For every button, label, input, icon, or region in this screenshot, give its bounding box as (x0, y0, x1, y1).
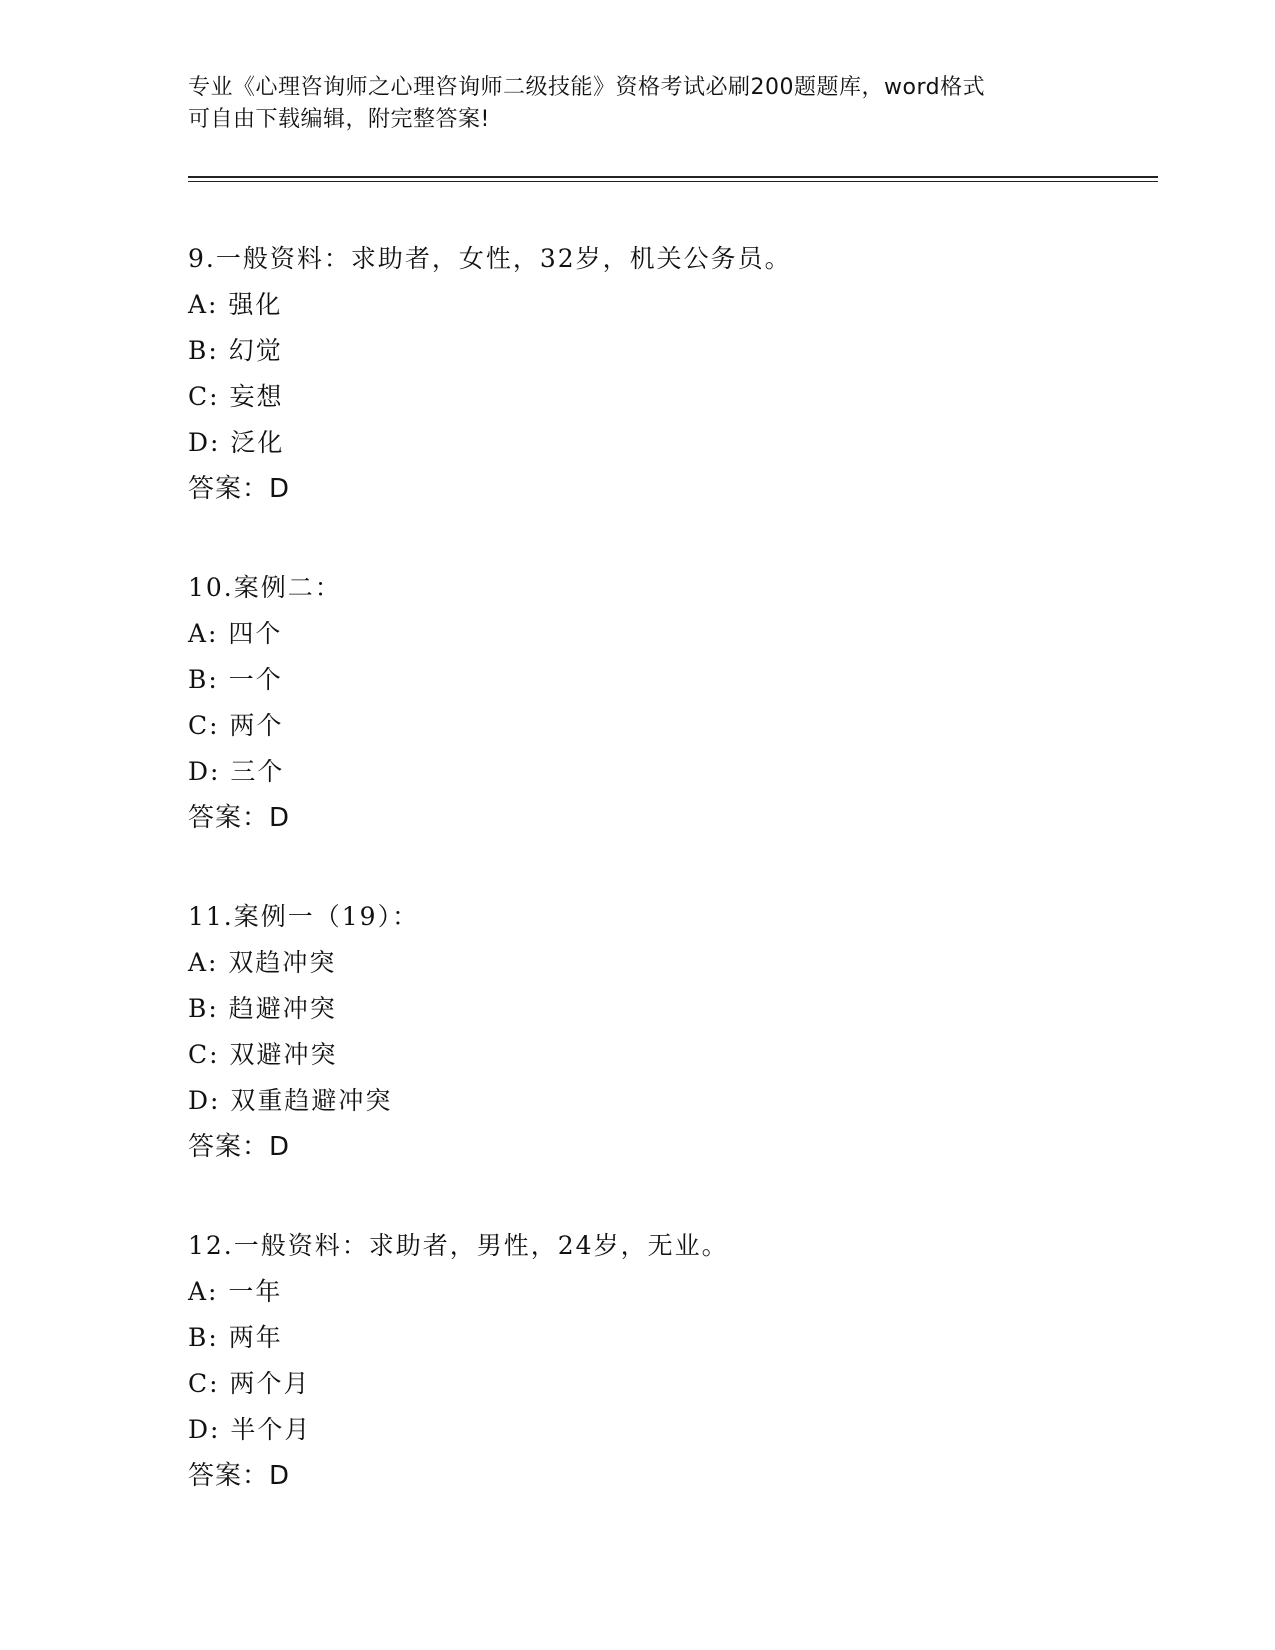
option-c: C: 妄想 (188, 382, 284, 411)
document-header (188, 72, 1068, 136)
question-stem: 12.一般资料：求助者，男性，24岁，无业。 (188, 1231, 729, 1260)
answer-line: 答案：D (188, 1132, 291, 1162)
option-c: C: 双避冲突 (188, 1040, 338, 1069)
option-a: A: 强化 (188, 290, 283, 319)
option-b: B: 趋避冲突 (188, 994, 337, 1023)
question-10 (188, 565, 1188, 841)
question-stem: 11.案例一（19）： (188, 902, 420, 931)
header-divider-top (188, 176, 1158, 178)
option-a: A: 四个 (188, 619, 283, 648)
header-line-2: 可自由下载编辑，附完整答案! (188, 107, 490, 132)
option-c: C: 两个月 (188, 1369, 311, 1398)
answer-line: 答案：D (188, 1461, 291, 1491)
option-b: B: 两年 (188, 1323, 283, 1352)
option-b: B: 一个 (188, 665, 283, 694)
option-d: D: 半个月 (188, 1415, 312, 1444)
question-9 (188, 236, 1188, 512)
question-12 (188, 1223, 1188, 1499)
question-stem: 9.一般资料：求助者，女性，32岁，机关公务员。 (188, 244, 792, 273)
header-divider-bottom (188, 181, 1158, 182)
option-d: D: 三个 (188, 757, 285, 786)
option-d: D: 泛化 (188, 428, 285, 457)
header-line-1: 专业《心理咨询师之心理咨询师二级技能》资格考试必刷200题题库，word格式 (188, 75, 986, 100)
question-11 (188, 894, 1188, 1170)
option-a: A: 一年 (188, 1277, 283, 1306)
question-stem: 10.案例二： (188, 573, 342, 602)
question-list (188, 236, 1188, 1552)
option-d: D: 双重趋避冲突 (188, 1086, 393, 1115)
option-c: C: 两个 (188, 711, 284, 740)
option-b: B: 幻觉 (188, 336, 283, 365)
option-a: A: 双趋冲突 (188, 948, 337, 977)
answer-line: 答案：D (188, 474, 291, 504)
answer-line: 答案：D (188, 803, 291, 833)
